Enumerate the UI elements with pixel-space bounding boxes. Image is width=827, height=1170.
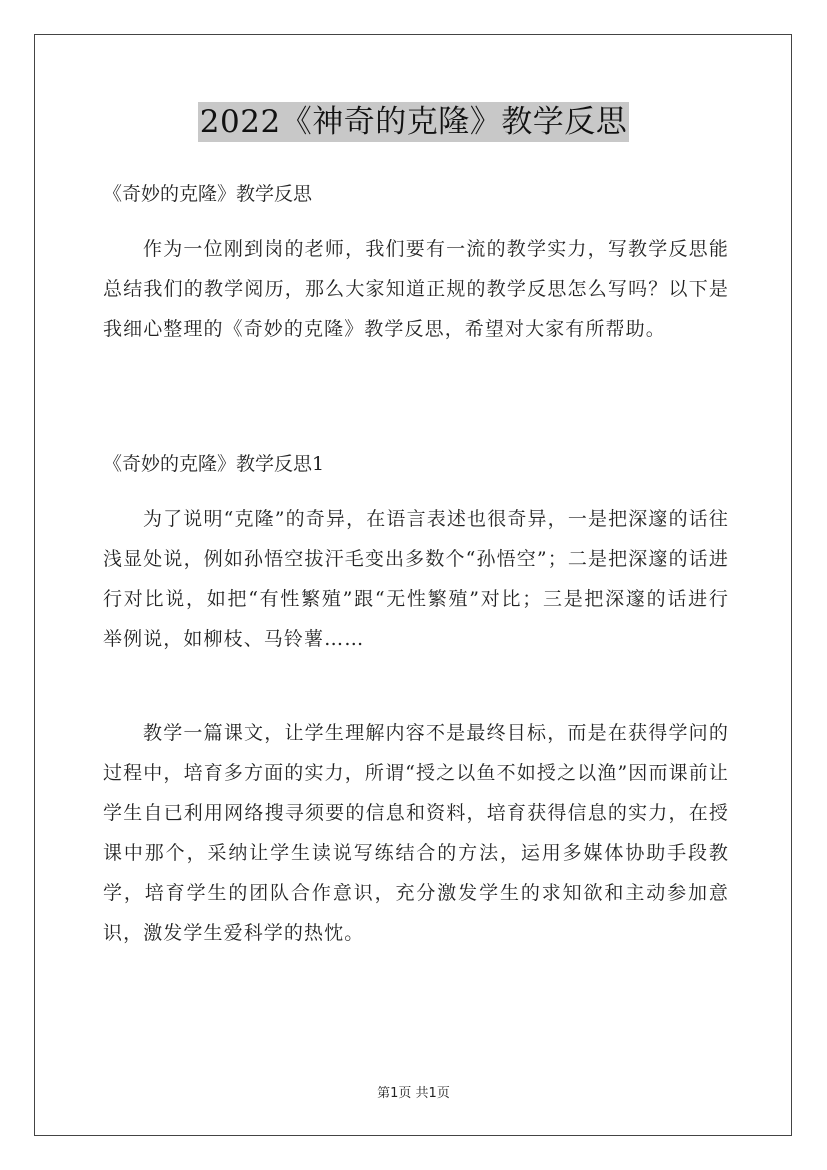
section-heading: 《奇妙的克隆》教学反思1 [103,453,325,475]
page-footer: 第1页 共1页 [377,1086,450,1101]
body-paragraph-1: 为了说明“克隆”的奇异，在语言表述也很奇异，一是把深邃的话往浅显处说，例如孙悟空拔汗毛变出多数个“孙悟空”；二是把深邃的话进行对比说，如把“有性繁殖”跟“无性繁殖”对比；三是把深邃的话进行举例说，如柳枝、马铃薯…… [103,508,729,650]
document-title: 2022《神奇的克隆》教学反思 [199,104,628,140]
title-container [0,102,827,142]
body-paragraph-2: 教学一篇课文，让学生理解内容不是最终目标，而是在获得学问的过程中，培育多方面的实力，所谓“授之以鱼不如授之以渔”因而课前让学生自已利用网络搜寻须要的信息和资料，培育获得信息的实力，在授课中那个，采纳让学生读说写练结合的方法，运用多媒体协助手段教学，培育学生的团队合作意识，充分激发学生的求知欲和主动参加意识，激发学生爱科学的热忱。 [103,722,729,944]
document-subtitle: 《奇妙的克隆》教学反思 [103,183,313,205]
intro-paragraph: 作为一位刚到岗的老师，我们要有一流的教学实力，写教学反思能总结我们的教学阅历，那么大家知道正规的教学反思怎么写吗？以下是我细心整理的《奇妙的克隆》教学反思，希望对大家有所帮助。 [103,238,729,340]
